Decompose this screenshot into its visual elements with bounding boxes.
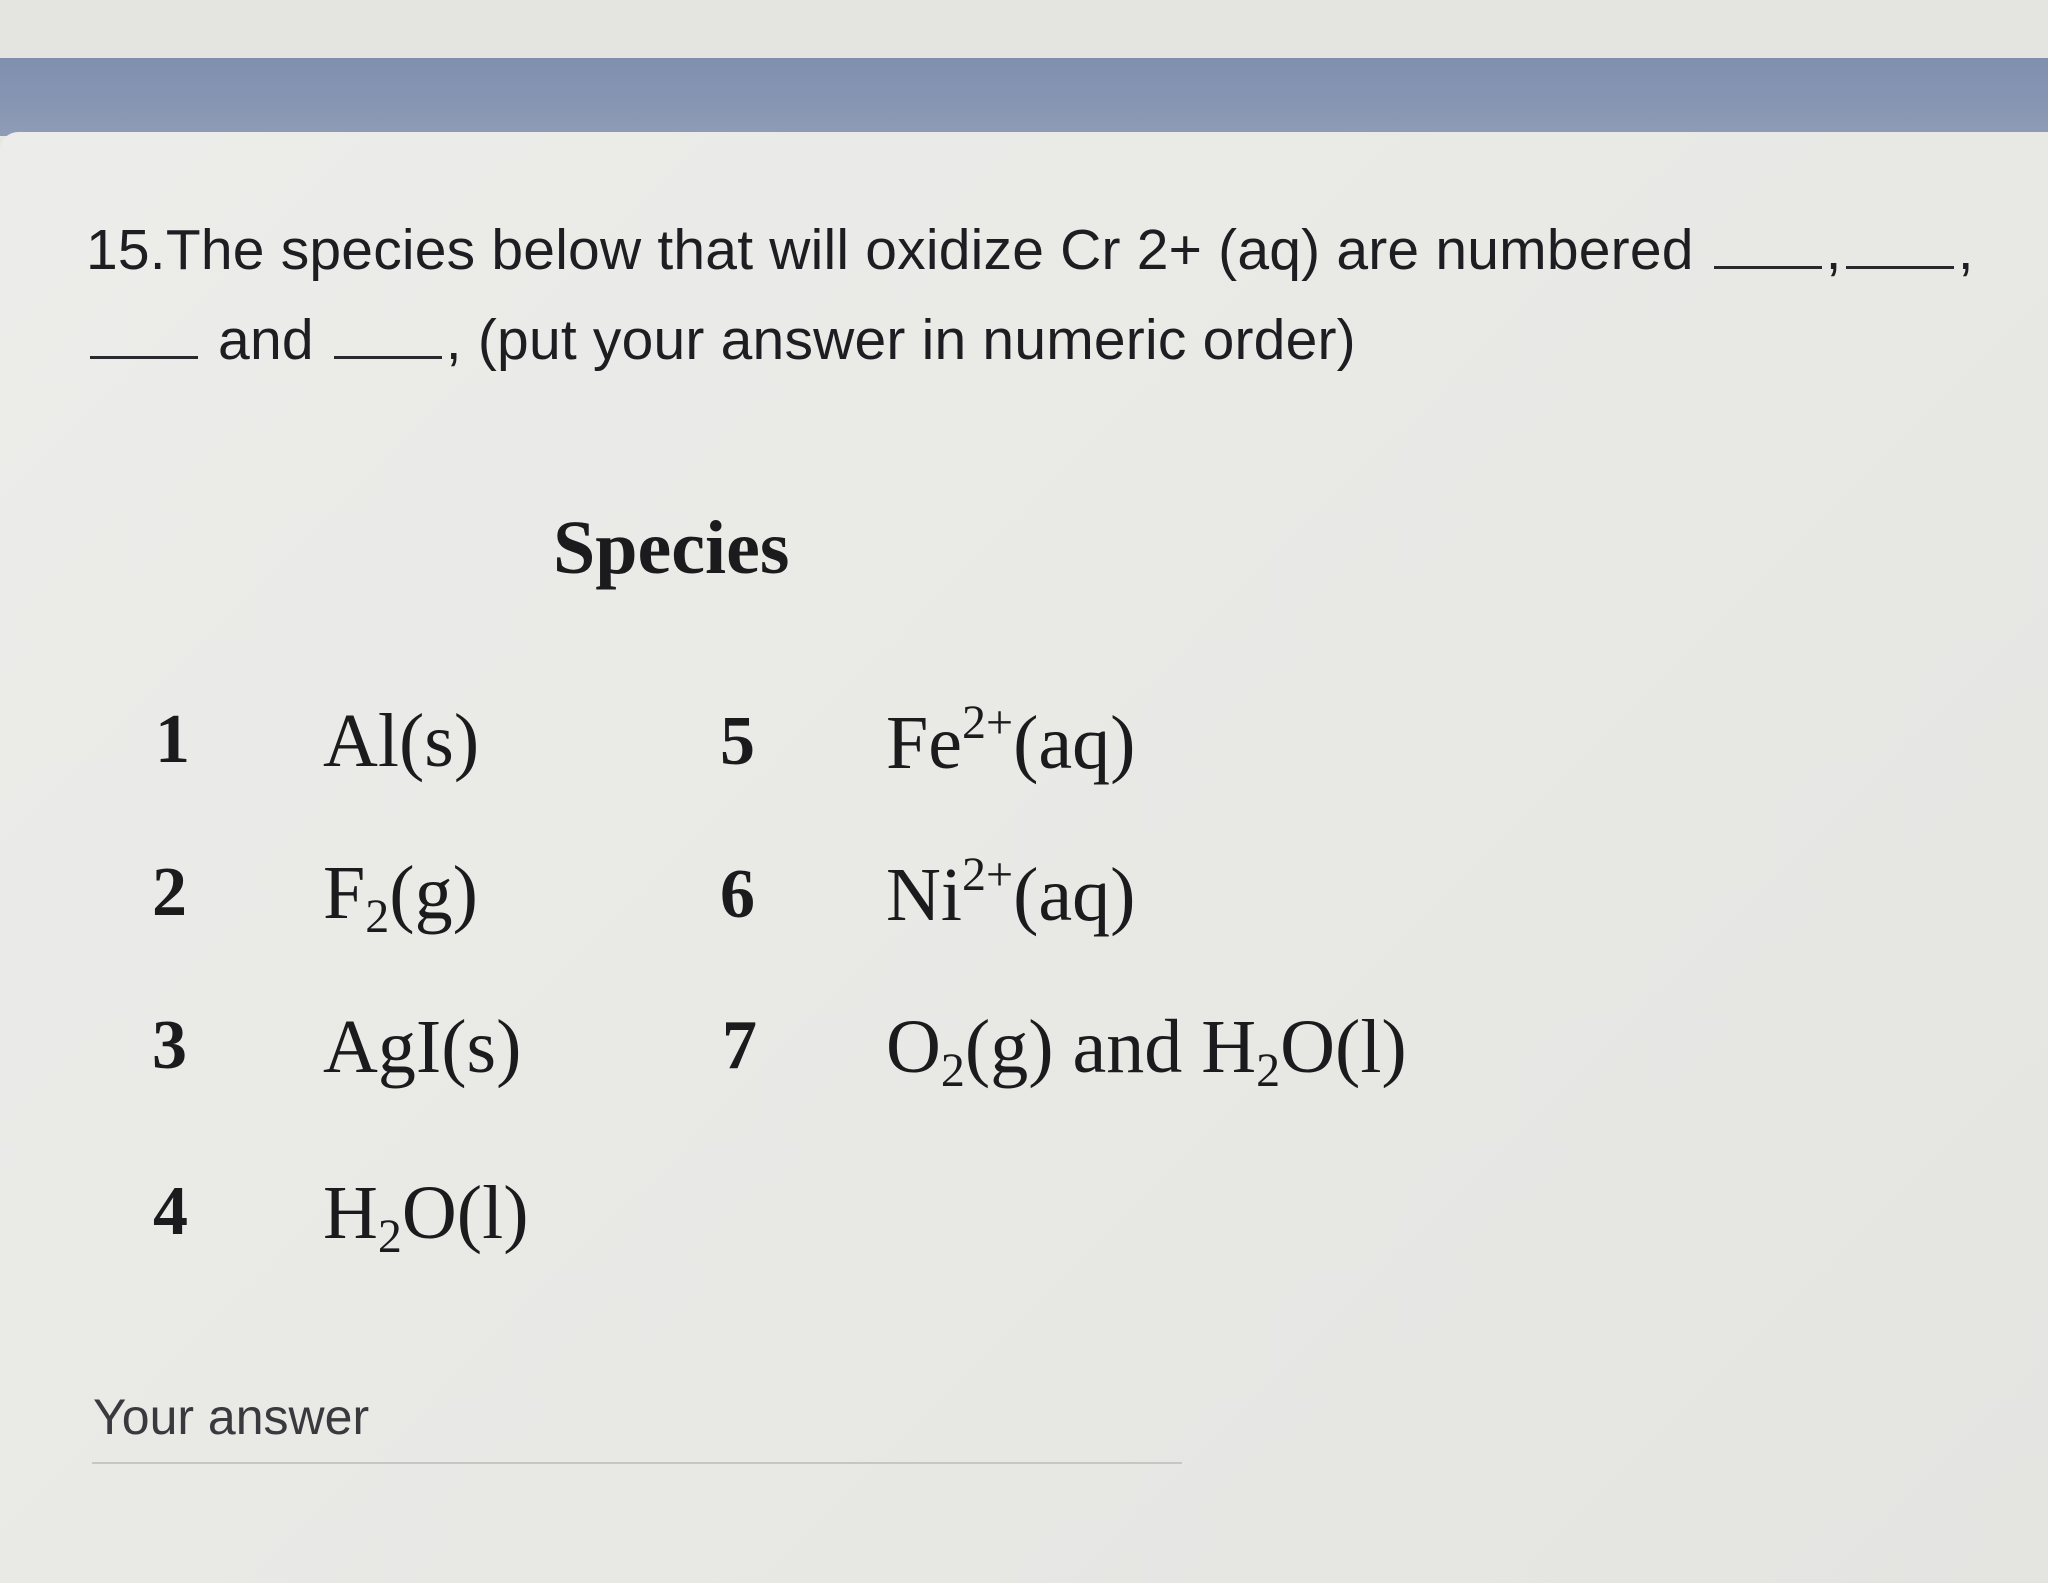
species-number-6: 6 [720, 856, 755, 933]
question-line-1: 15.The species below that will oxidize Cr 2+ (aq) are numbered [86, 218, 1694, 282]
species-number-2: 2 [152, 854, 187, 931]
species-table-title: Species [553, 506, 790, 590]
species-number-5: 5 [720, 703, 755, 780]
species-number-7: 7 [722, 1007, 757, 1084]
question-and: and [218, 308, 314, 372]
species-number-4: 4 [153, 1173, 188, 1250]
species-formula-7: $O_2(g)$ and $H_2O(l)$ [886, 1005, 1407, 1097]
species-formula-1: Al(s) [323, 699, 480, 783]
species-formula-2: $F_2(g)$ [323, 851, 478, 943]
species-formula-3: AgI(s) [323, 1005, 522, 1089]
species-formula-4: $H_2O(l)$ [323, 1171, 529, 1263]
species-number-3: 3 [152, 1007, 187, 1084]
species-number-1: 1 [155, 701, 190, 778]
answer-input[interactable] [92, 1458, 1182, 1464]
species-formula-5: $Fe^{2+}(aq)$ [886, 696, 1136, 785]
question-text: 15.The species below that will oxidize Cr 2+ (aq) are numbered , , and , (put your answer in numeric order) [86, 218, 1974, 372]
your-answer-label: Your answer [93, 1389, 370, 1445]
question-line-2-tail: , (put your answer in numeric order) [445, 308, 1356, 372]
species-formula-6: $Ni^{2+}(aq)$ [886, 848, 1136, 937]
